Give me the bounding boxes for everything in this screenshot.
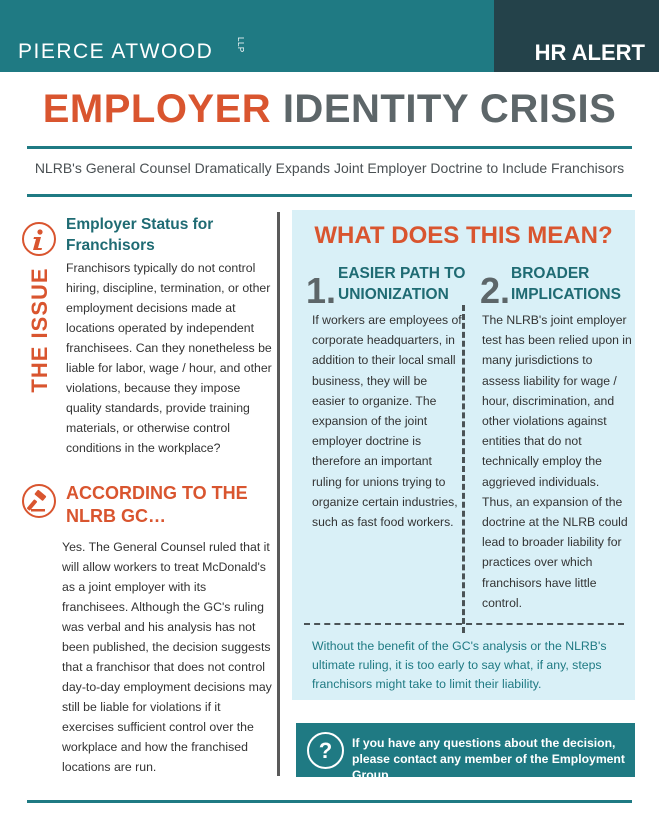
panel-note: Without the benefit of the GC's analysis or the NLRB's ultimate ruling, it is too early to say what, if any, steps franchisors might take to limit their liability. <box>312 639 607 691</box>
page-title <box>0 87 659 132</box>
section1-body: Franchisors typically do not control hiring, discipline, termination, or other employment decisions made at locations operated by independent franchisees. Can they nonetheless be liable for labor, wage / hour, and other violations, because they impose quality standards, provide training materials, or otherwise control conditions in the workplace? <box>66 261 272 455</box>
subtitle: NLRB's General Counsel Dramatically Expands Joint Employer Doctrine to Include Franchisors <box>34 160 625 176</box>
info-icon <box>22 222 56 256</box>
subtitle-divider <box>27 194 632 197</box>
gavel-icon <box>22 484 56 518</box>
the-issue-text: THE ISSUE <box>27 267 52 393</box>
point2-body: The NLRB's joint employer test has been relied upon in many jurisdictions to assess liability for wage / hour, discrimination, and other violations against entities that do not technically employ the aggrieved individuals. Thus, an expansion of the doctrine at the NLRB could lead to broader liability for practices over which franchisors have little control. <box>482 313 632 610</box>
hr-alert-label: HR ALERT <box>534 40 645 65</box>
point2-heading: BROADER IMPLICATIONS <box>511 265 621 303</box>
contact-bar <box>296 723 635 782</box>
title-divider <box>27 146 632 149</box>
what-does-this-mean-panel <box>292 210 635 700</box>
section2-heading: ACCORDING TO THE NLRB GC… <box>66 483 248 526</box>
point1-heading: EASIER PATH TO UNIONIZATION <box>338 265 466 303</box>
footer-divider <box>27 800 632 803</box>
points-divider <box>462 305 465 633</box>
question-icon: ? <box>307 732 344 769</box>
section2-body: Yes. The General Counsel ruled that it will allow workers to treat McDonald's as a joint employer with its franchisees. Although the GC's ruling was verbal and his analysis has not been published, the decision suggests that a franchisor that does not control day-to-day employment decisions may still be liable for violations if it exercises sufficient control over the workplace and how the franchised locations are run. <box>62 540 272 774</box>
panel-heading: WHAT DOES THIS MEAN? <box>314 222 613 249</box>
title-part-1: EMPLOYER <box>42 87 272 131</box>
point1-body: If workers are employees of corporate headquarters, in addition to their local small business, they will be easier to organize. The expansion of the joint employer doctrine is therefore an important ruling for unions trying to organize certain industries, such as fast food workers. <box>312 313 462 530</box>
brand-logo: PIERCE ATWOOD <box>18 40 214 63</box>
section1-heading: Employer Status for Franchisors <box>66 216 214 254</box>
hr-alert-box <box>494 0 659 72</box>
column-divider <box>277 212 280 776</box>
brand-suffix: LLP <box>236 37 245 53</box>
title-part-2: IDENTITY CRISIS <box>282 87 617 131</box>
point2-number: 2. <box>480 270 511 311</box>
point1-number: 1. <box>306 270 337 311</box>
the-issue-label <box>20 267 60 393</box>
contact-text: If you have any questions about the decision, please contact any member of the Employment Group. <box>352 736 625 782</box>
note-divider <box>304 623 624 625</box>
